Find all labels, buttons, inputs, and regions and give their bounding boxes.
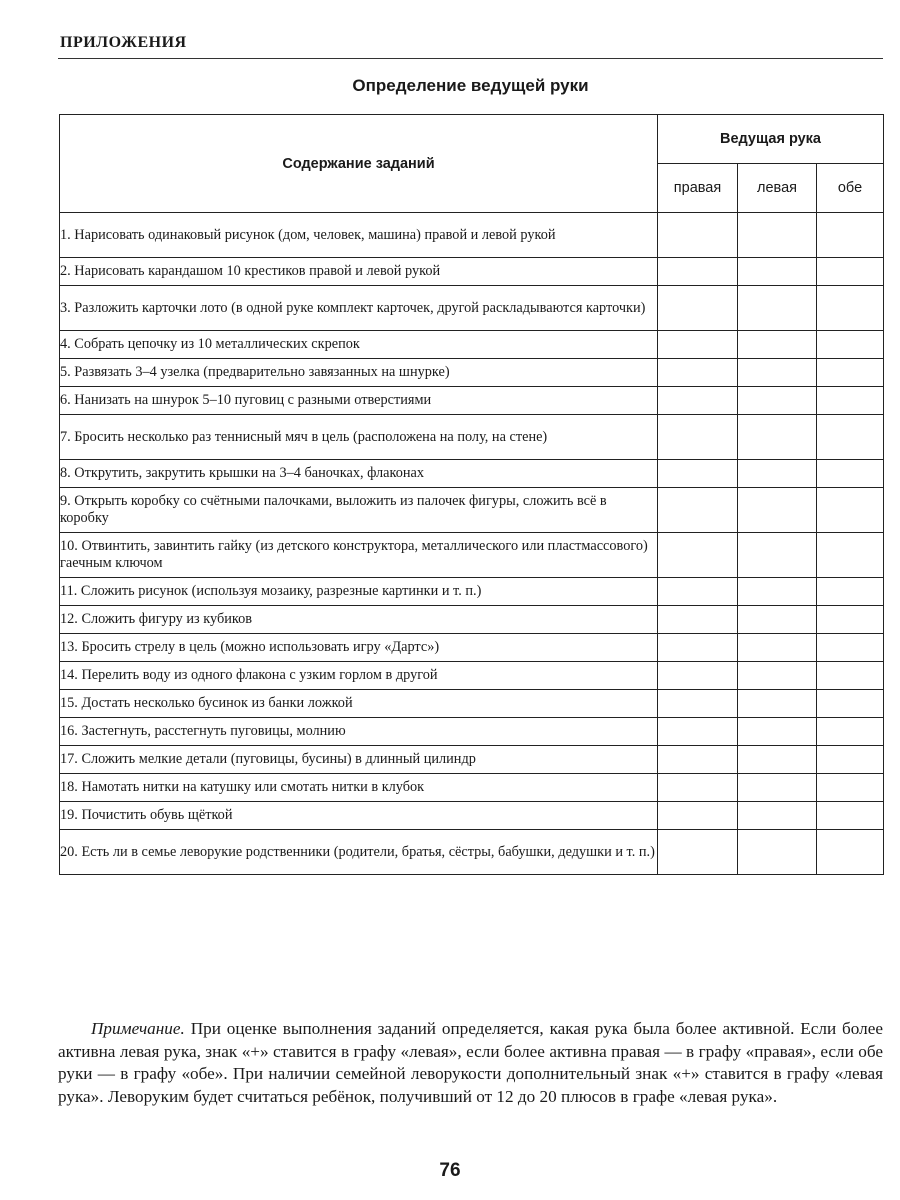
mark-cell-left[interactable] bbox=[738, 802, 817, 830]
header-rule bbox=[58, 58, 883, 59]
mark-cell-right[interactable] bbox=[658, 359, 738, 387]
table-row bbox=[60, 578, 884, 606]
table-row bbox=[60, 460, 884, 488]
mark-cell-right[interactable] bbox=[658, 488, 738, 533]
table-row bbox=[60, 718, 884, 746]
mark-cell-right[interactable] bbox=[658, 460, 738, 488]
mark-cell-right[interactable] bbox=[658, 578, 738, 606]
mark-cell-left[interactable] bbox=[738, 746, 817, 774]
mark-cell-left[interactable] bbox=[738, 331, 817, 359]
task-text: 7. Бросить несколько раз теннисный мяч в цель (расположена на полу, на стене) bbox=[60, 415, 658, 460]
table-row bbox=[60, 258, 884, 286]
note-paragraph bbox=[58, 1018, 883, 1108]
task-text: 9. Открыть коробку со счётными палочками, выложить из палочек фигуры, сложить всё в коробку bbox=[60, 488, 658, 533]
mark-cell-both[interactable] bbox=[817, 488, 884, 533]
mark-cell-right[interactable] bbox=[658, 746, 738, 774]
mark-cell-right[interactable] bbox=[658, 606, 738, 634]
mark-cell-both[interactable] bbox=[817, 774, 884, 802]
table-row bbox=[60, 533, 884, 578]
mark-cell-left[interactable] bbox=[738, 662, 817, 690]
mark-cell-both[interactable] bbox=[817, 830, 884, 875]
task-text: 4. Собрать цепочку из 10 металлических скрепок bbox=[60, 331, 658, 359]
mark-cell-left[interactable] bbox=[738, 690, 817, 718]
task-text: 2. Нарисовать карандашом 10 крестиков правой и левой рукой bbox=[60, 258, 658, 286]
mark-cell-both[interactable] bbox=[817, 258, 884, 286]
table-row bbox=[60, 331, 884, 359]
task-text: 16. Застегнуть, расстегнуть пуговицы, молнию bbox=[60, 718, 658, 746]
task-text: 11. Сложить рисунок (используя мозаику, разрезные картинки и т. п.) bbox=[60, 578, 658, 606]
mark-cell-left[interactable] bbox=[738, 359, 817, 387]
mark-cell-both[interactable] bbox=[817, 690, 884, 718]
task-text: 1. Нарисовать одинаковый рисунок (дом, человек, машина) правой и левой рукой bbox=[60, 213, 658, 258]
mark-cell-both[interactable] bbox=[817, 331, 884, 359]
mark-cell-left[interactable] bbox=[738, 606, 817, 634]
mark-cell-left[interactable] bbox=[738, 387, 817, 415]
page-title: Определение ведущей руки bbox=[352, 76, 589, 95]
mark-cell-right[interactable] bbox=[658, 387, 738, 415]
note-body: При оценке выполнения заданий определяется, какая рука была более активной. Если более активна левая рука, знак «+» ставится в графу «левая», если более активна правая — в графу «правая», если обе руки — в графу «обе». При наличии семейной леворукости дополнительный знак «+» ставится в графу «левая рука». Леворуким будет считаться ребёнок, получивший от 12 до 20 плюсов в графе «левая рука». bbox=[58, 1019, 883, 1106]
mark-cell-both[interactable] bbox=[817, 662, 884, 690]
hand-header: Ведущая рука bbox=[658, 115, 884, 164]
task-text: 19. Почистить обувь щёткой bbox=[60, 802, 658, 830]
note-lead: Примечание. bbox=[91, 1019, 185, 1038]
mark-cell-left[interactable] bbox=[738, 488, 817, 533]
table-row bbox=[60, 634, 884, 662]
table-row bbox=[60, 286, 884, 331]
mark-cell-right[interactable] bbox=[658, 213, 738, 258]
task-text: 3. Разложить карточки лото (в одной руке комплект карточек, другой раскладываются карточки) bbox=[60, 286, 658, 331]
mark-cell-right[interactable] bbox=[658, 331, 738, 359]
mark-cell-left[interactable] bbox=[738, 213, 817, 258]
mark-cell-left[interactable] bbox=[738, 830, 817, 875]
task-text: 8. Открутить, закрутить крышки на 3–4 баночках, флаконах bbox=[60, 460, 658, 488]
mark-cell-right[interactable] bbox=[658, 286, 738, 331]
mark-cell-both[interactable] bbox=[817, 533, 884, 578]
table-row bbox=[60, 774, 884, 802]
task-text: 6. Нанизать на шнурок 5–10 пуговиц с разными отверстиями bbox=[60, 387, 658, 415]
column-header-left: левая bbox=[738, 164, 817, 213]
table-row bbox=[60, 415, 884, 460]
mark-cell-left[interactable] bbox=[738, 460, 817, 488]
table-row bbox=[60, 359, 884, 387]
table-row bbox=[60, 802, 884, 830]
task-text: 5. Развязать 3–4 узелка (предварительно завязанных на шнурке) bbox=[60, 359, 658, 387]
mark-cell-right[interactable] bbox=[658, 802, 738, 830]
mark-cell-left[interactable] bbox=[738, 286, 817, 331]
mark-cell-left[interactable] bbox=[738, 718, 817, 746]
task-text: 12. Сложить фигуру из кубиков bbox=[60, 606, 658, 634]
mark-cell-right[interactable] bbox=[658, 634, 738, 662]
column-header-right: правая bbox=[658, 164, 738, 213]
mark-cell-both[interactable] bbox=[817, 415, 884, 460]
mark-cell-right[interactable] bbox=[658, 830, 738, 875]
table-row bbox=[60, 690, 884, 718]
task-text: 10. Отвинтить, завинтить гайку (из детского конструктора, металлического или пластмассового) гаечным ключом bbox=[60, 533, 658, 578]
page-number: 76 bbox=[439, 1160, 461, 1181]
table-row bbox=[60, 662, 884, 690]
content-header: Содержание заданий bbox=[60, 115, 658, 213]
task-text: 20. Есть ли в семье леворукие родственники (родители, братья, сёстры, бабушки, дедушки и т. п.) bbox=[60, 830, 658, 875]
mark-cell-both[interactable] bbox=[817, 460, 884, 488]
mark-cell-right[interactable] bbox=[658, 533, 738, 578]
tasks-table bbox=[59, 114, 884, 875]
mark-cell-left[interactable] bbox=[738, 258, 817, 286]
table-row bbox=[60, 830, 884, 875]
task-text: 13. Бросить стрелу в цель (можно использовать игру «Дартс») bbox=[60, 634, 658, 662]
table-row bbox=[60, 746, 884, 774]
mark-cell-both[interactable] bbox=[817, 387, 884, 415]
table-row bbox=[60, 488, 884, 533]
mark-cell-right[interactable] bbox=[658, 774, 738, 802]
column-header-both: обе bbox=[817, 164, 884, 213]
mark-cell-right[interactable] bbox=[658, 662, 738, 690]
mark-cell-right[interactable] bbox=[658, 690, 738, 718]
mark-cell-both[interactable] bbox=[817, 578, 884, 606]
mark-cell-left[interactable] bbox=[738, 415, 817, 460]
mark-cell-both[interactable] bbox=[817, 213, 884, 258]
task-text: 17. Сложить мелкие детали (пуговицы, бусины) в длинный цилиндр bbox=[60, 746, 658, 774]
mark-cell-both[interactable] bbox=[817, 286, 884, 331]
mark-cell-right[interactable] bbox=[658, 258, 738, 286]
mark-cell-both[interactable] bbox=[817, 802, 884, 830]
mark-cell-left[interactable] bbox=[738, 634, 817, 662]
mark-cell-left[interactable] bbox=[738, 578, 817, 606]
mark-cell-both[interactable] bbox=[817, 359, 884, 387]
mark-cell-right[interactable] bbox=[658, 415, 738, 460]
mark-cell-left[interactable] bbox=[738, 774, 817, 802]
task-text: 15. Достать несколько бусинок из банки ложкой bbox=[60, 690, 658, 718]
mark-cell-both[interactable] bbox=[817, 606, 884, 634]
mark-cell-both[interactable] bbox=[817, 634, 884, 662]
table-row bbox=[60, 213, 884, 258]
table-row bbox=[60, 387, 884, 415]
mark-cell-right[interactable] bbox=[658, 718, 738, 746]
mark-cell-both[interactable] bbox=[817, 718, 884, 746]
table-row bbox=[60, 606, 884, 634]
mark-cell-left[interactable] bbox=[738, 533, 817, 578]
task-text: 18. Намотать нитки на катушку или смотать нитки в клубок bbox=[60, 774, 658, 802]
task-text: 14. Перелить воду из одного флакона с узким горлом в другой bbox=[60, 662, 658, 690]
mark-cell-both[interactable] bbox=[817, 746, 884, 774]
running-head: ПРИЛОЖЕНИЯ bbox=[60, 34, 187, 51]
